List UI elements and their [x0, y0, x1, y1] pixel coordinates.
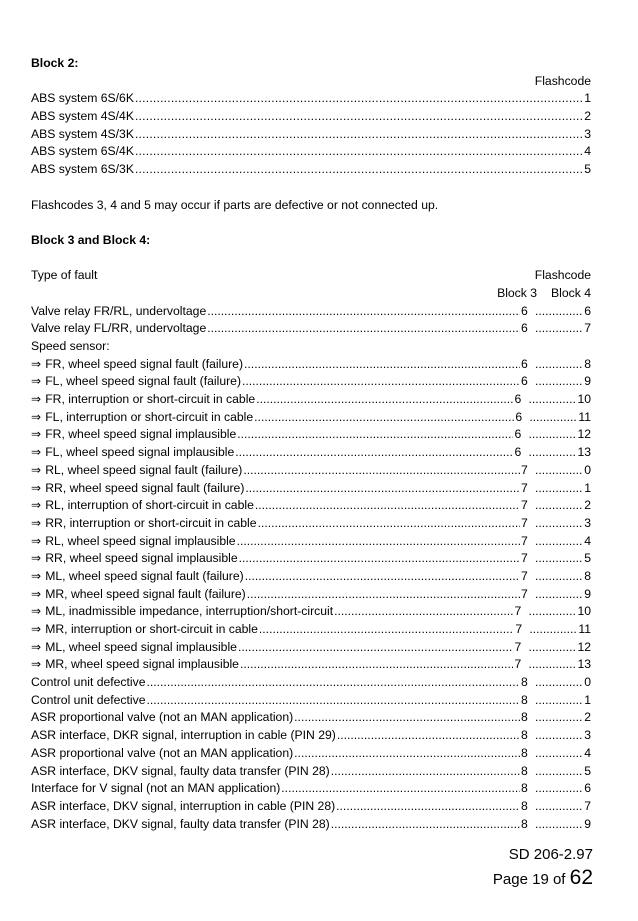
fault-row: [31, 550, 591, 568]
fault-row: [31, 816, 591, 834]
dot-leader: [147, 692, 521, 710]
fault-row: [31, 320, 591, 338]
block3-code: 7: [521, 551, 528, 566]
flashcode-row: [31, 126, 591, 144]
dot-leader: [535, 709, 583, 727]
dot-leader: [535, 497, 583, 515]
block3-code: 7: [514, 639, 522, 654]
dot-leader: [535, 816, 583, 834]
dot-leader: [244, 356, 520, 374]
block3-code: 7: [521, 533, 528, 548]
block4-code: 7: [584, 798, 591, 813]
dot-leader: [535, 533, 583, 551]
fault-row: [31, 568, 591, 586]
fault-row: [31, 798, 591, 816]
block4-code: 13: [577, 657, 591, 672]
block4-code: 6: [584, 303, 591, 318]
block3-code: 8: [521, 692, 528, 707]
fault-label: ML, wheel speed signal implausible: [45, 639, 237, 654]
dot-leader: [331, 816, 520, 834]
dot-leader: [535, 462, 583, 480]
block4-code: 12: [577, 427, 591, 442]
block4-code: 8: [584, 356, 591, 371]
flashcode-row-label: ABS system 6S/6K: [31, 91, 134, 106]
flashcode-row-label: ABS system 6S/4K: [31, 144, 134, 159]
dot-leader: [535, 692, 583, 710]
dot-leader: [535, 303, 583, 321]
dot-leader: [242, 373, 520, 391]
fault-label: RR, wheel speed signal implausible: [45, 551, 238, 566]
dot-leader: [528, 656, 576, 674]
dot-leader: [535, 798, 583, 816]
arrow-icon: ⇒: [31, 498, 42, 513]
dot-leader: [247, 586, 520, 604]
dot-leader: [135, 143, 583, 161]
dot-leader: [135, 108, 583, 126]
block3-code: 6: [521, 303, 528, 318]
document-page: [31, 0, 591, 833]
block3-code: 7: [521, 586, 528, 601]
arrow-icon: ⇒: [31, 622, 42, 636]
fault-row: [31, 480, 591, 498]
dot-leader: [255, 497, 520, 515]
fault-row: [31, 603, 591, 621]
block4-code: 0: [584, 462, 591, 477]
page-number-prefix: Page 19 of: [492, 871, 566, 888]
arrow-icon: ⇒: [31, 445, 42, 460]
dot-leader: [135, 126, 583, 144]
dot-leader: [535, 745, 583, 763]
arrow-icon: ⇒: [31, 480, 42, 495]
arrow-icon: ⇒: [31, 551, 42, 566]
block4-code: 3: [584, 728, 591, 743]
fault-label: Interface for V signal (not an MAN application): [31, 781, 281, 796]
block3-code: 7: [515, 622, 523, 636]
block3-code: 8: [521, 710, 528, 725]
block4-code: 13: [577, 445, 591, 460]
block4-code: 10: [577, 604, 591, 619]
block3-code: 7: [521, 480, 528, 495]
block3-code: 7: [521, 515, 528, 530]
block4-code: 2: [584, 710, 591, 725]
dot-leader: [535, 780, 583, 798]
dot-leader: [245, 480, 520, 498]
fault-label: MR, wheel speed signal fault (failure): [45, 586, 246, 601]
dot-leader: [535, 356, 583, 374]
block4-code: 12: [577, 639, 591, 654]
block34-heading: Block 3 and Block 4:: [31, 232, 151, 247]
dot-leader: [135, 90, 583, 108]
block3-code: 8: [521, 763, 528, 778]
fault-label: FR, wheel speed signal fault (failure): [45, 356, 244, 371]
fault-list-speed-sensor: [31, 356, 591, 674]
block3-code: 8: [521, 728, 528, 743]
dot-leader: [535, 763, 583, 781]
fault-row: [31, 621, 591, 639]
dot-leader: [254, 409, 514, 427]
fault-label: RL, interruption of short-circuit in cable: [45, 498, 254, 513]
fault-label: Control unit defective: [31, 675, 146, 690]
block3-code: 7: [521, 568, 528, 583]
fault-label: Valve relay FR/RL, undervoltage: [31, 303, 207, 318]
dot-leader: [337, 727, 520, 745]
dot-leader: [529, 621, 577, 639]
fault-row: [31, 533, 591, 551]
block3-code: 6: [514, 427, 522, 442]
fault-row: [31, 639, 591, 657]
arrow-icon: ⇒: [31, 356, 42, 371]
fault-row: [31, 462, 591, 480]
flashcode-row: [31, 108, 591, 126]
dot-leader: [294, 745, 520, 763]
dot-leader: [207, 303, 520, 321]
flashcode-row-label: ABS system 6S/3K: [31, 162, 134, 177]
flashcode-value: 5: [584, 162, 591, 177]
dot-leader: [258, 515, 520, 533]
block2-flashcode-header: Flashcode: [534, 73, 591, 88]
dot-leader: [207, 320, 520, 338]
dot-leader: [238, 639, 513, 657]
fault-row: [31, 426, 591, 444]
dot-leader: [528, 426, 576, 444]
flashcode-row-label: ABS system 4S/3K: [31, 126, 134, 141]
block4-code: 11: [578, 409, 591, 424]
block4-code: 1: [584, 480, 591, 495]
fault-row: [31, 763, 591, 781]
fault-label: RR, interruption or short-circuit in cable: [45, 515, 257, 530]
fault-label: ASR interface, DKV signal, interruption in cable (PIN 28): [31, 798, 336, 813]
fault-row: [31, 356, 591, 374]
fault-label: FR, wheel speed signal implausible: [45, 427, 237, 442]
block4-code: 3: [584, 515, 591, 530]
block4-code: 5: [584, 763, 591, 778]
dot-leader: [147, 674, 521, 692]
dot-leader: [237, 426, 513, 444]
block4-code: 10: [577, 392, 591, 407]
fault-row: [31, 303, 591, 321]
block3-code: 6: [514, 392, 522, 407]
dot-leader: [535, 727, 583, 745]
dot-leader: [535, 568, 583, 586]
type-of-fault-header: Type of fault: [31, 268, 98, 283]
fault-label: ML, wheel speed signal fault (failure): [45, 568, 244, 583]
fault-row: [31, 409, 591, 427]
speed-sensor-label: Speed sensor:: [31, 339, 110, 353]
fault-list-valve-relay: [31, 303, 591, 338]
fault-row: [31, 780, 591, 798]
page-number: [493, 866, 593, 890]
arrow-icon: ⇒: [31, 374, 42, 389]
dot-leader: [528, 639, 576, 657]
fault-label: ASR proportional valve (not an MAN application): [31, 745, 294, 760]
fault-label: ASR interface, DKV signal, faulty data transfer (PIN 28): [31, 763, 330, 778]
block3-code: 6: [521, 321, 528, 336]
dot-leader: [135, 161, 583, 179]
dot-leader: [240, 656, 513, 674]
block3-code: 8: [521, 675, 528, 690]
block3-code: 6: [514, 445, 522, 460]
fault-label: FL, wheel speed signal implausible: [45, 445, 235, 460]
dot-leader: [237, 533, 520, 551]
block2-list: [31, 90, 591, 178]
fault-row: [31, 373, 591, 391]
fault-label: ASR proportional valve (not an MAN application): [31, 710, 294, 725]
block3-code: 8: [521, 816, 528, 831]
dot-leader: [528, 391, 576, 409]
dot-leader: [535, 515, 583, 533]
block3-code: 6: [515, 409, 523, 424]
dot-leader: [535, 550, 583, 568]
flashcode-value: 1: [584, 91, 591, 106]
fault-row: [31, 674, 591, 692]
dot-leader: [535, 373, 583, 391]
block2-heading: Block 2:: [31, 56, 79, 70]
arrow-icon: ⇒: [31, 427, 42, 442]
block3-code: 6: [521, 374, 528, 389]
block3-code: 8: [521, 745, 528, 760]
fault-row: [31, 515, 591, 533]
fault-label: MR, wheel speed signal implausible: [45, 657, 239, 672]
dot-leader: [535, 320, 583, 338]
document-id: SD 206-2.97: [508, 846, 593, 863]
block4-code: 6: [584, 781, 591, 796]
block2-note: Flashcodes 3, 4 and 5 may occur if parts are defective or not connected up.: [31, 197, 439, 212]
block4-code: 2: [584, 498, 591, 513]
arrow-icon: ⇒: [31, 639, 42, 654]
dot-leader: [239, 550, 520, 568]
fault-label: MR, interruption or short-circuit in cable: [45, 622, 258, 636]
arrow-icon: ⇒: [31, 586, 42, 601]
flashcode-value: 2: [584, 109, 591, 124]
block4-code: 8: [584, 568, 591, 583]
fault-label: Valve relay FL/RR, undervoltage: [31, 321, 207, 336]
fault-list-control-asr: [31, 674, 591, 833]
dot-leader: [256, 391, 513, 409]
block3-code: 7: [521, 498, 528, 513]
fault-label: RR, wheel speed signal fault (failure): [45, 480, 245, 495]
flashcode-value: 3: [584, 126, 591, 141]
block4-column-header: Block 4: [551, 285, 591, 300]
fault-label: ASR interface, DKV signal, faulty data transfer (PIN 28): [31, 816, 330, 831]
dot-leader: [334, 603, 513, 621]
block4-code: 4: [584, 745, 591, 760]
arrow-icon: ⇒: [31, 409, 42, 424]
dot-leader: [528, 603, 576, 621]
arrow-icon: ⇒: [31, 392, 42, 407]
block3-code: 7: [514, 604, 522, 619]
dot-leader: [259, 621, 514, 639]
block4-code: 0: [584, 675, 591, 690]
arrow-icon: ⇒: [31, 568, 42, 583]
fault-row: [31, 709, 591, 727]
dot-leader: [245, 568, 520, 586]
dot-leader: [529, 409, 577, 427]
arrow-icon: ⇒: [31, 533, 42, 548]
fault-label: FL, wheel speed signal fault (failure): [45, 374, 241, 389]
fault-label: RL, wheel speed signal fault (failure): [45, 462, 243, 477]
fault-row: [31, 745, 591, 763]
block4-code: 5: [584, 551, 591, 566]
dot-leader: [243, 462, 520, 480]
dot-leader: [336, 798, 520, 816]
dot-leader: [528, 444, 576, 462]
fault-label: RL, wheel speed signal implausible: [45, 533, 236, 548]
dot-leader: [281, 780, 520, 798]
flashcode-row: [31, 161, 591, 179]
dot-leader: [535, 674, 583, 692]
fault-row: [31, 444, 591, 462]
fault-row: [31, 586, 591, 604]
dot-leader: [294, 709, 520, 727]
block4-code: 9: [584, 374, 591, 389]
fault-row: [31, 391, 591, 409]
block34-flashcode-header: Flashcode: [534, 268, 591, 283]
arrow-icon: ⇒: [31, 657, 42, 672]
fault-label: FL, interruption or short-circuit in cable: [45, 409, 254, 424]
dot-leader: [235, 444, 513, 462]
fault-label: ML, inadmissible impedance, interruption/short-circuit: [45, 604, 334, 619]
flashcode-row: [31, 90, 591, 108]
block4-code: 11: [578, 622, 591, 636]
block3-code: 6: [521, 356, 528, 371]
dot-leader: [331, 763, 520, 781]
flashcode-row-label: ABS system 4S/4K: [31, 109, 134, 124]
fault-row: [31, 727, 591, 745]
block3-code: 7: [514, 657, 522, 672]
block3-column-header: Block 3: [497, 285, 538, 300]
block3-code: 7: [521, 462, 528, 477]
flashcode-row: [31, 143, 591, 161]
fault-label: ASR interface, DKR signal, interruption in cable (PIN 29): [31, 728, 336, 743]
arrow-icon: ⇒: [31, 604, 42, 619]
arrow-icon: ⇒: [31, 462, 42, 477]
block4-code: 1: [584, 692, 591, 707]
fault-row: [31, 497, 591, 515]
fault-row: [31, 656, 591, 674]
block4-code: 7: [584, 321, 591, 336]
dot-leader: [535, 586, 583, 604]
block4-code: 9: [584, 816, 591, 831]
block34-header-row: [31, 267, 591, 285]
page-total: 62: [569, 866, 593, 889]
block4-code: 9: [584, 586, 591, 601]
block3-code: 8: [521, 781, 528, 796]
arrow-icon: ⇒: [31, 515, 42, 530]
block4-code: 4: [584, 533, 591, 548]
dot-leader: [535, 480, 583, 498]
fault-label: FR, interruption or short-circuit in cable: [45, 392, 256, 407]
fault-label: Control unit defective: [31, 692, 146, 707]
block3-code: 8: [521, 798, 528, 813]
block-columns-header: [31, 285, 591, 303]
fault-row: [31, 692, 591, 710]
flashcode-value: 4: [584, 144, 591, 159]
